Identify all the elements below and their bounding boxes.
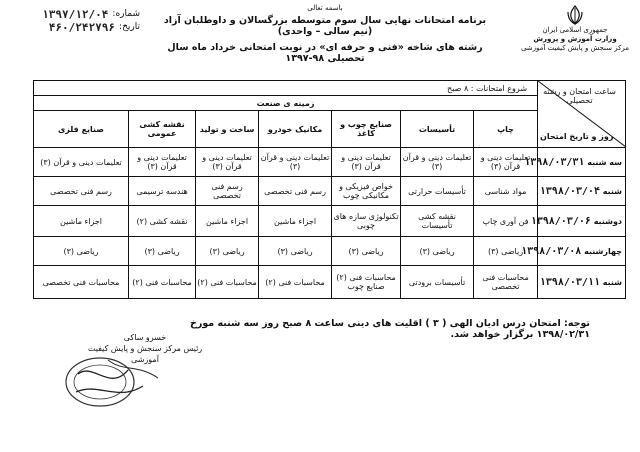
day-label: دوشنبه [593, 216, 623, 226]
exam-cell: تعلیمات دینی و قرآن (۳) [474, 148, 538, 177]
exam-cell: نقشه کشی (۲) [129, 206, 196, 237]
exam-cell: تعلیمات دینی و قرآن (۳) [129, 148, 196, 177]
footnote: توجه: امتحان درس ادیان الهی ( ۳ ) اقلیت های دینی ساعت ۸ صبح روز سه شنبه مورخ ۱۳۹۸/۰۲/۳۱ برگزار خواهد شد. [190, 318, 590, 340]
day-label: شنبه [602, 186, 623, 196]
exam-cell: رسم فنی تخصصی [259, 177, 332, 206]
iran-emblem-icon [564, 4, 586, 26]
emblem-line-3: مرکز سنجش و پایش کیفیت آموزشی [520, 44, 630, 52]
exam-cell: محاسبات فنی تخصصی [474, 266, 538, 299]
column-header: مکانیک خودرو [259, 111, 332, 148]
date-value: ۴۶۰/۲۴۲۷۹۶ [48, 21, 116, 34]
column-header: صنایع چوب و کاغذ [332, 111, 401, 148]
exam-cell: رسم فنی تخصصی [34, 177, 129, 206]
exam-cell: هندسه ترسیمی [129, 177, 196, 206]
field-title: زمینه ی صنعت [34, 96, 538, 111]
exam-cell: تکنولوژی سازه های چوبی [332, 206, 401, 237]
exam-cell: ریاضی (۳) [332, 237, 401, 266]
exam-cell: محاسبات فنی (۲) [259, 266, 332, 299]
exam-cell: محاسبات فنی تخصصی [34, 266, 129, 299]
day-date-cell [538, 266, 626, 299]
exam-cell: تعلیمات دینی و قرآن (۳) [332, 148, 401, 177]
date-label: ۱۳۹۸/۰۳/۰۶ [530, 215, 591, 227]
exam-cell: تأسیسات حرارتی [401, 177, 474, 206]
day-date-cell [530, 206, 626, 237]
table-row [34, 148, 626, 177]
exam-cell: محاسبات فنی (۲) صنایع چوب [332, 266, 401, 299]
letter-meta [20, 8, 140, 34]
date-label: ۱۳۹۸/۰۳/۰۴ [539, 185, 600, 197]
exam-cell: ریاضی (۳) [34, 237, 129, 266]
column-header: نقشه کشی عمومی [129, 111, 196, 148]
ministry-emblem-block [520, 4, 630, 53]
exam-cell: رسم فنی تخصصی [196, 177, 259, 206]
exam-cell: اجزاء ماشین [34, 206, 129, 237]
exam-cell: خواص فیزیکی و مکانیکی چوب [332, 177, 401, 206]
official-stamp-icon [48, 352, 168, 412]
exam-cell: فن آوری چاپ [474, 206, 538, 237]
table-row [34, 237, 626, 266]
emblem-line-2: وزارت آموزش و پرورش [533, 35, 617, 43]
exam-cell: ریاضی (۳) [401, 237, 474, 266]
exam-cell: محاسبات فنی (۲) [129, 266, 196, 299]
exam-cell: تعلیمات دینی و قرآن (۳) [401, 148, 474, 177]
emblem-line-1: جمهوری اسلامی ایران [542, 26, 608, 34]
exam-cell: تعلیمات دینی و قرآن (۳) [259, 148, 332, 177]
exam-schedule-table [33, 80, 626, 299]
exam-cell: تعلیمات دینی و قرآن (۳) [34, 148, 129, 177]
exam-cell: مواد شناسی [474, 177, 538, 206]
column-header: چاپ [474, 111, 538, 148]
day-label: چهارشنبه [584, 246, 623, 256]
column-header: تأسیسات [401, 111, 474, 148]
table-row [34, 266, 626, 299]
column-header: صنایع فلزی [34, 111, 129, 148]
day-label: سه شنبه [587, 157, 623, 167]
table-row [34, 177, 626, 206]
day-label: شنبه [602, 277, 623, 287]
table-row [34, 206, 626, 237]
exam-cell: ریاضی (۳) [196, 237, 259, 266]
exam-cell: ریاضی (۳) [259, 237, 332, 266]
number-label: شماره: [112, 9, 140, 19]
column-header: ساخت و تولید [196, 111, 259, 148]
day-date-cell [521, 237, 626, 266]
signer-name: خسرو ساکی [123, 333, 167, 342]
date-label: تاریخ: [119, 22, 140, 32]
day-date-cell [538, 177, 626, 206]
document-header [160, 4, 490, 64]
exam-cell: تأسیسات برودتی [401, 266, 474, 299]
header-title: برنامه امتحانات نهایی سال سوم متوسطه بزرگسالان و داوطلبان آزاد (نیم سالی – واحدی) [163, 15, 487, 37]
day-date-cell [524, 148, 626, 177]
number-value: ۱۳۹۷/۱۲/۰۴ [42, 8, 109, 21]
date-label: ۱۳۹۸/۰۳/۳۱ [524, 156, 585, 168]
exam-cell: ریاضی (۳) [474, 237, 538, 266]
corner-bottom-label: روز و تاریخ امتحان [540, 132, 614, 141]
date-label: ۱۳۹۸/۰۳/۱۱ [539, 276, 600, 288]
date-label: ۱۳۹۸/۰۳/۰۸ [521, 245, 582, 257]
signer-title: رئیس مرکز سنجش و پایش کیفیت آموزشی [87, 344, 203, 364]
exam-cell: اجزاء ماشین [259, 206, 332, 237]
exam-cell: ریاضی (۳) [129, 237, 196, 266]
exam-cell: اجزاء ماشین [196, 206, 259, 237]
exam-cell: نقشه کشی تأسیسات [401, 206, 474, 237]
corner-header-cell [538, 81, 626, 148]
start-time: شروع امتحانات : ۸ صبح [34, 81, 538, 96]
corner-top-label: ساعت امتحان و رشته تحصیلی [543, 87, 616, 105]
exam-cell: تعلیمات دینی و قرآن (۳) [196, 148, 259, 177]
bismillah: باسمه تعالی [307, 4, 343, 12]
exam-cell: محاسبات فنی (۲) [196, 266, 259, 299]
header-subtitle: رشته های شاخه «فنی و حرفه ای» در نوبت امتحانی خرداد ماه سال تحصیلی ۹۸-۱۳۹۷ [167, 42, 483, 64]
